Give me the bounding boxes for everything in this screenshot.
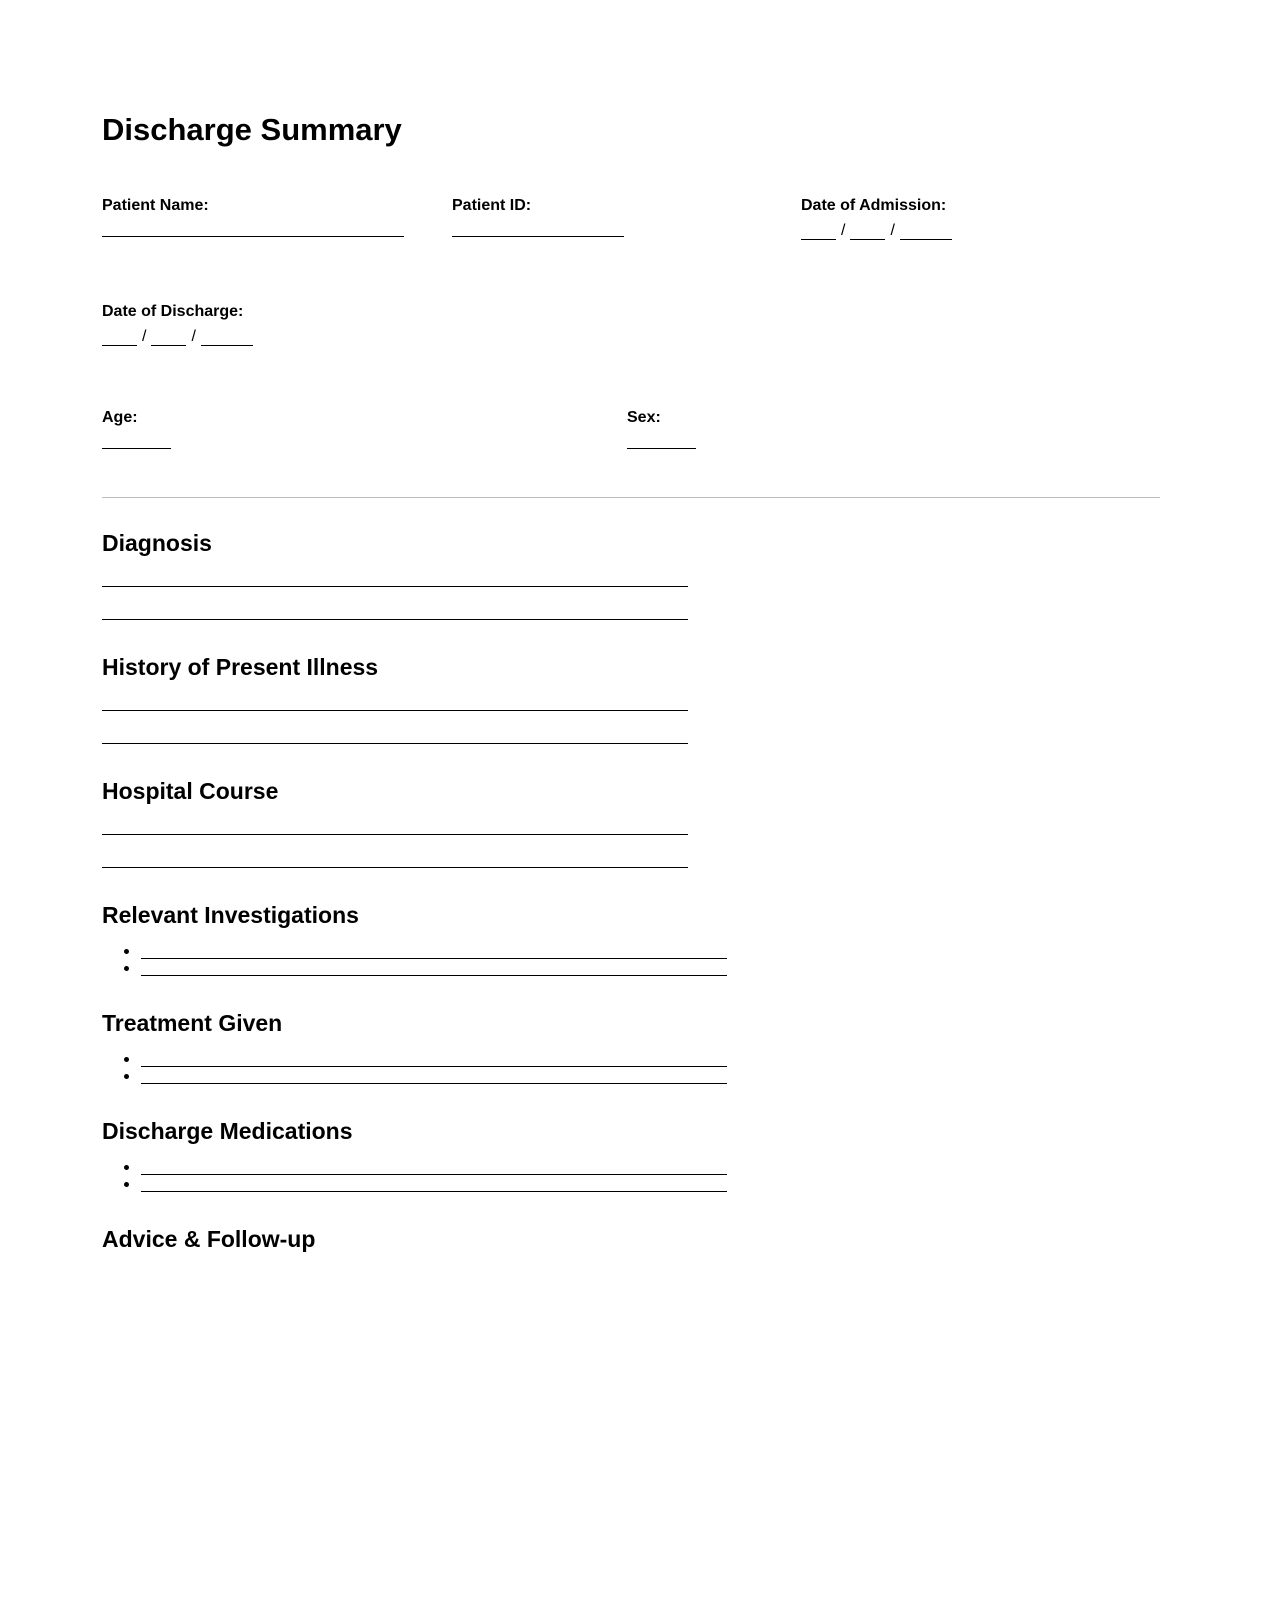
hospital-course-heading: Hospital Course	[102, 778, 279, 804]
bullet-icon	[124, 966, 129, 971]
admission-day-field[interactable]	[801, 225, 836, 240]
date-of-admission-label: Date of Admission:	[801, 197, 947, 214]
treatment-line-1[interactable]	[141, 1066, 727, 1067]
patient-name-field[interactable]	[102, 236, 404, 237]
admission-year-field[interactable]	[900, 225, 952, 240]
discharge-year-field[interactable]	[201, 331, 253, 346]
bullet-icon	[124, 949, 129, 954]
date-separator: /	[191, 328, 196, 345]
treatment-line-2[interactable]	[141, 1083, 727, 1084]
medications-line-2[interactable]	[141, 1191, 727, 1192]
medications-line-1[interactable]	[141, 1174, 727, 1175]
bullet-icon	[124, 1057, 129, 1062]
discharge-day-field[interactable]	[102, 331, 137, 346]
date-of-discharge-label: Date of Discharge:	[102, 303, 244, 320]
hospital-course-line-1[interactable]	[102, 834, 688, 835]
patient-name-label: Patient Name:	[102, 197, 209, 214]
sex-field[interactable]	[627, 448, 696, 449]
date-of-discharge-field	[102, 328, 253, 346]
bullet-icon	[124, 1182, 129, 1187]
treatment-heading: Treatment Given	[102, 1010, 283, 1036]
date-of-admission-field	[801, 222, 952, 240]
advice-heading: Advice & Follow-up	[102, 1226, 316, 1252]
age-field[interactable]	[102, 448, 171, 449]
bullet-icon	[124, 1074, 129, 1079]
medications-heading: Discharge Medications	[102, 1118, 353, 1144]
age-label: Age:	[102, 409, 138, 426]
history-heading: History of Present Illness	[102, 654, 379, 680]
history-line-1[interactable]	[102, 710, 688, 711]
patient-id-field[interactable]	[452, 236, 624, 237]
section-divider	[102, 497, 1160, 498]
history-line-2[interactable]	[102, 743, 688, 744]
date-separator: /	[841, 222, 846, 239]
admission-month-field[interactable]	[850, 225, 885, 240]
investigations-heading: Relevant Investigations	[102, 902, 359, 928]
page-title: Discharge Summary	[102, 112, 402, 147]
date-separator: /	[142, 328, 147, 345]
investigations-line-1[interactable]	[141, 958, 727, 959]
investigations-line-2[interactable]	[141, 975, 727, 976]
diagnosis-line-2[interactable]	[102, 619, 688, 620]
diagnosis-heading: Diagnosis	[102, 530, 212, 556]
bullet-icon	[124, 1165, 129, 1170]
hospital-course-line-2[interactable]	[102, 867, 688, 868]
sex-label: Sex:	[627, 409, 661, 426]
date-separator: /	[890, 222, 895, 239]
diagnosis-line-1[interactable]	[102, 586, 688, 587]
discharge-month-field[interactable]	[151, 331, 186, 346]
patient-id-label: Patient ID:	[452, 197, 532, 214]
